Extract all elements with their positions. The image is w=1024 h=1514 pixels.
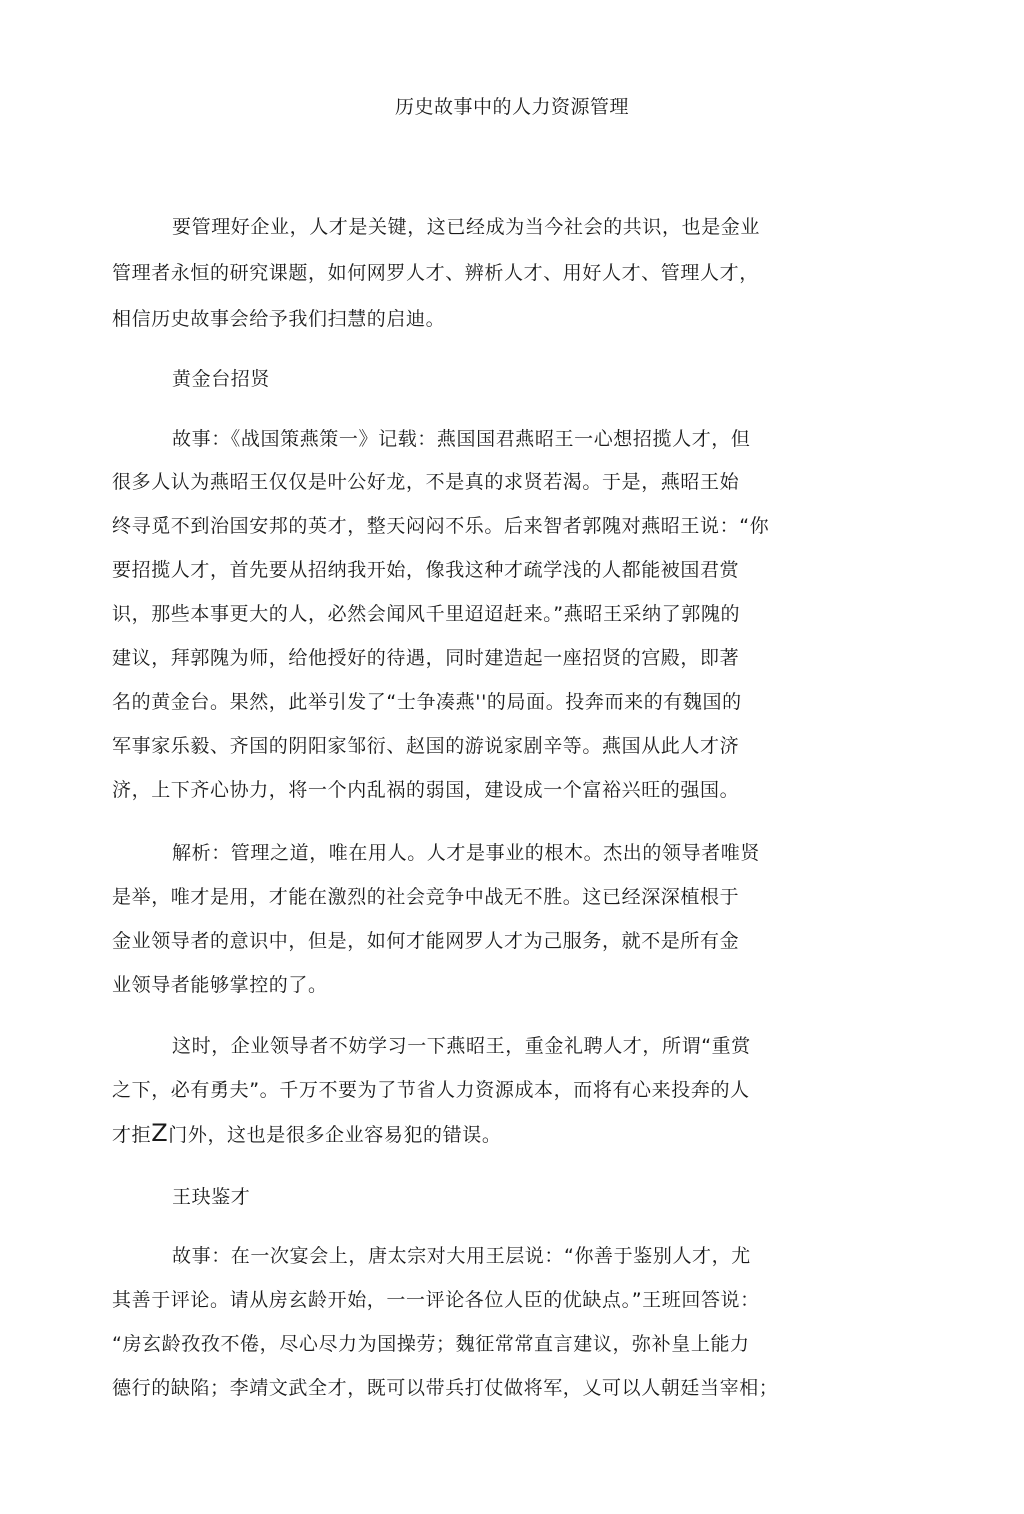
story-line: 军事家乐毅、齐国的阴阳家邹衍、赵国的游说家剧辛等。燕国从此人才济 (112, 735, 740, 757)
story-line: 其善于评论。请从房玄龄开始，一一评论各位人臣的优缺点。”王班回答说： (112, 1289, 760, 1311)
story-line: 故事：《战国策燕策一》记载：燕国国君燕昭王一心想招揽人才，但 (172, 428, 751, 450)
paragraph-line: 之下，必有勇夫”。千万不要为了节省人力资源成本，而将有心来投奔的人 (112, 1079, 750, 1101)
story-line: “房玄龄孜孜不倦，尽心尽力为国操劳；魏征常常直言建议，弥补皇上能力 (112, 1333, 750, 1355)
intro-line: 相信历史故事会给予我们扫慧的启迪。 (112, 308, 446, 330)
paragraph-line (112, 1119, 501, 1147)
story-line: 名的黄金台。果然，此举引发了“士争凑燕''的局面。投奔而来的有魏国的 (112, 691, 742, 713)
analysis-line: 金业领导者的意识中，但是，如何才能网罗人才为己服务，就不是所有金 (112, 930, 740, 952)
story-line: 德行的缺陷；李靖文武全才，既可以带兵打仗做将军，乂可以人朝廷当宰相； (112, 1377, 779, 1399)
story-line: 终寻觅不到治国安邦的英才，整天闷闷不乐。后来智者郭隗对燕昭王说：“你 (112, 515, 770, 537)
text-run: 门外，这也是很多企业容易犯的错误。 (168, 1124, 502, 1146)
intro-line: 管理者永恒的研究课题，如何网罗人才、辨析人才、用好人才、管理人才， (112, 262, 759, 284)
story-line: 很多人认为燕昭王仅仅是叶公好龙，不是真的求贤若渴。于是，燕昭王始 (112, 471, 740, 493)
paragraph-line: 这时，企业领导者不妨学习一下燕昭王，重金礼聘人才，所谓“重赏 (172, 1035, 751, 1057)
story-line: 要招揽人才，首先要从招纳我开始，像我这种才疏学浅的人都能被国君赏 (112, 559, 740, 581)
analysis-line: 业领导者能够掌控的了。 (112, 974, 328, 996)
story-line: 识，那些本事更大的人，必然会闻风千里迢迢赶来。”燕昭王采纳了郭隗的 (112, 603, 741, 625)
story-line: 故事：在一次宴会上，唐太宗对大用王层说：“你善于鉴别人才，尤 (172, 1245, 751, 1267)
text-run-large: Z (151, 1119, 169, 1147)
section-heading: 王玦鉴才 (172, 1186, 251, 1208)
page-title: 历史故事中的人力资源管理 (394, 96, 629, 118)
analysis-line: 解析：管理之道，唯在用人。人才是事业的根木。杰出的领导者唯贤 (172, 842, 761, 864)
analysis-line: 是举，唯才是用，才能在激烈的社会竞争中战无不胜。这已经深深植根于 (112, 886, 740, 908)
story-line: 建议，拜郭隗为师，给他授好的待遇，同时建造起一座招贤的宫殿，即著 (112, 647, 740, 669)
text-run: 才拒 (112, 1124, 152, 1146)
section-heading: 黄金台招贤 (172, 368, 271, 390)
intro-line: 要管理好企业，人才是关键，这已经成为当今社会的共识，也是金业 (172, 216, 761, 238)
story-line: 济，上下齐心协力，将一个内乱祸的弱国，建设成一个富裕兴旺的强国。 (112, 779, 740, 801)
